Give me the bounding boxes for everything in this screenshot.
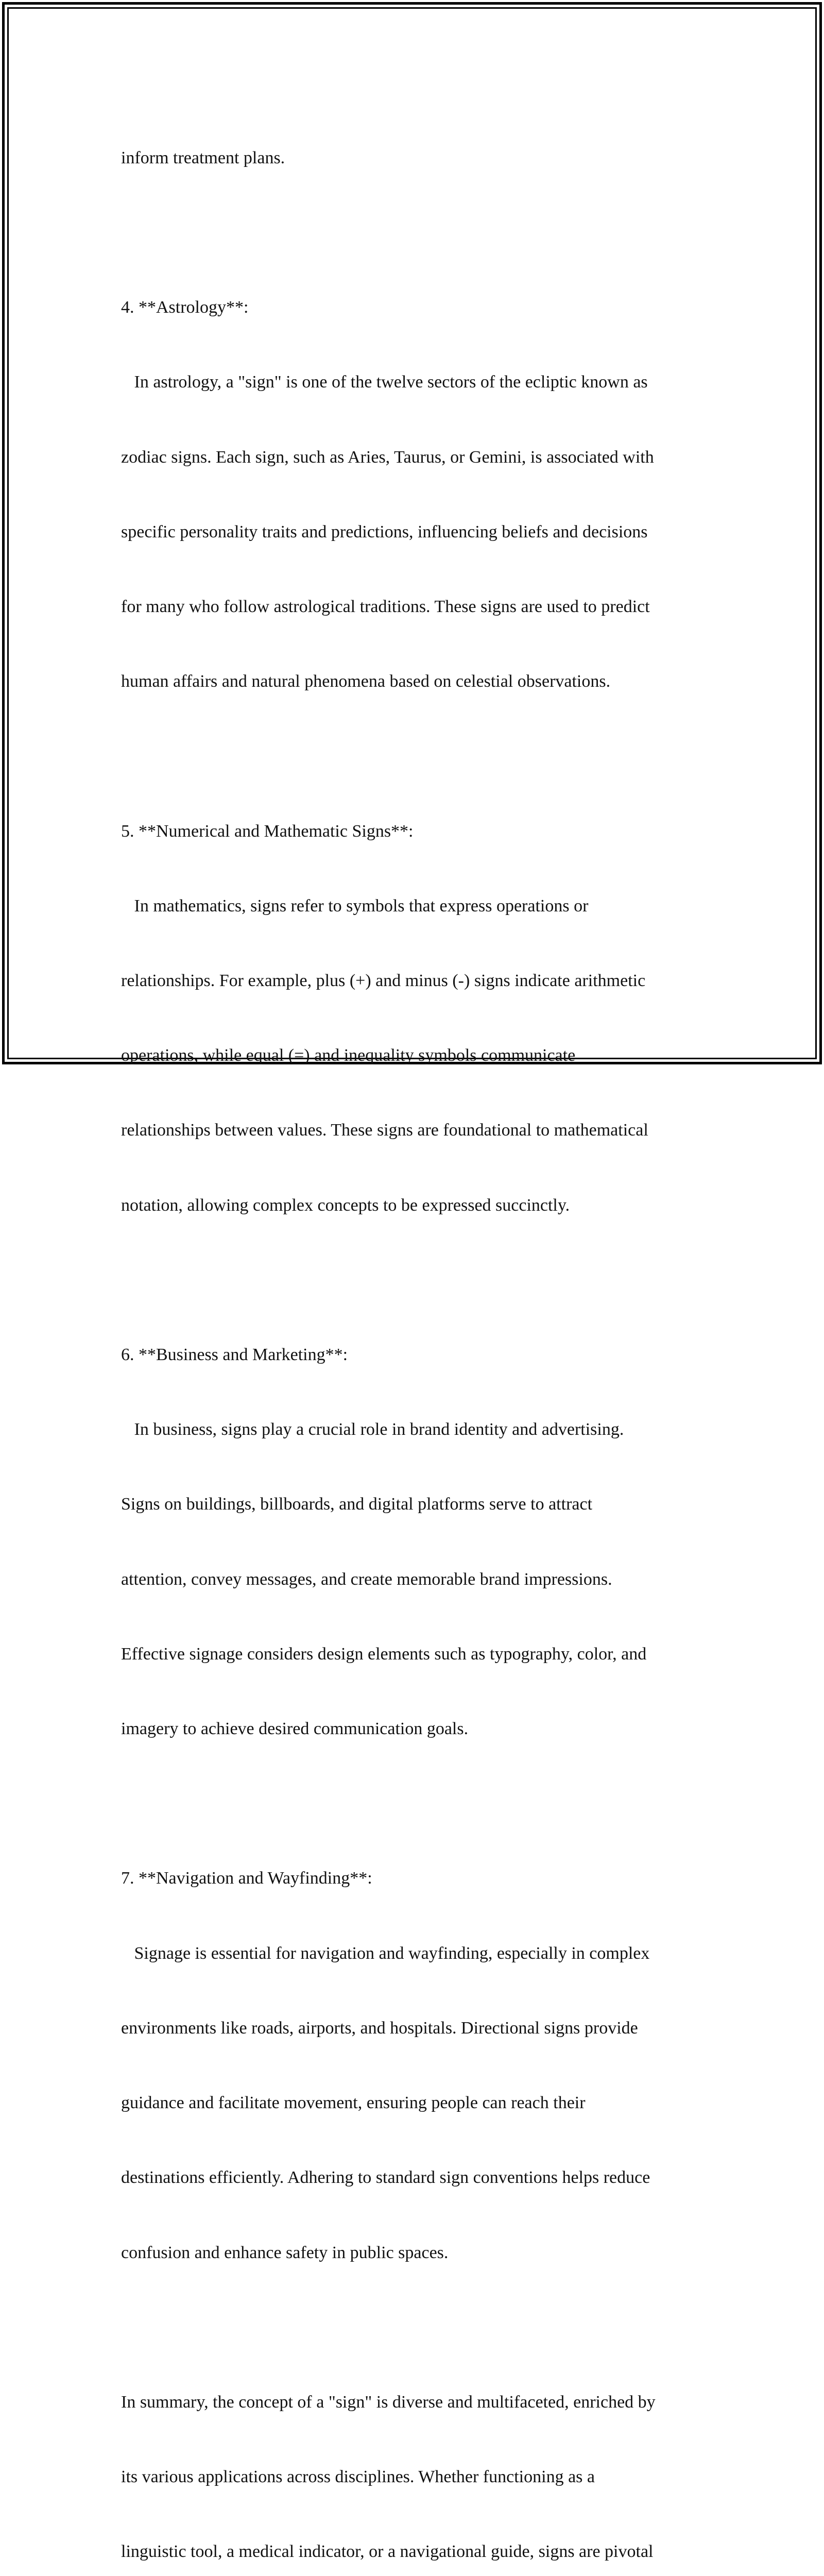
text-line: In astrology, a "sign" is one of the twelve sectors of the ecliptic known as (121, 372, 648, 392)
text-line: Signage is essential for navigation and wayfinding, especially in complex (121, 1943, 650, 1963)
section-heading-business: 6. **Business and Marketing**: (121, 1345, 348, 1365)
text-line: confusion and enhance safety in public spaces. (121, 2243, 449, 2262)
text-line: Effective signage considers design elements such as typography, color, and (121, 1644, 647, 1664)
section-heading-navigation: 7. **Navigation and Wayfinding**: (121, 1869, 372, 1888)
text-line: zodiac signs. Each sign, such as Aries, Taurus, or Gemini, is associated with (121, 447, 654, 467)
blank-line (121, 744, 729, 769)
text-line: In business, signs play a crucial role in brand identity and advertising. (121, 1420, 624, 1439)
document-body (121, 96, 729, 2576)
text-line: guidance and facilitate movement, ensuring people can reach their (121, 2093, 586, 2113)
text-line: relationships. For example, plus (+) and minus (-) signs indicate arithmetic (121, 971, 646, 991)
summary-line: its various applications across disciplines. Whether functioning as a (121, 2467, 595, 2487)
blank-line (121, 221, 729, 245)
text-line: In mathematics, signs refer to symbols that express operations or (121, 896, 589, 916)
section-heading-math: 5. **Numerical and Mathematic Signs**: (121, 821, 414, 841)
text-line: for many who follow astrological traditions. These signs are used to predict (121, 597, 650, 617)
text-line: specific personality traits and predictions, influencing beliefs and decisions (121, 522, 648, 541)
text-line: operations, while equal (=) and inequality symbols communicate (121, 1046, 576, 1065)
text-line: human affairs and natural phenomena based on celestial observations. (121, 672, 611, 691)
text-line: relationships between values. These signs are foundational to mathematical (121, 1121, 648, 1140)
text-line: imagery to achieve desired communication goals. (121, 1719, 469, 1739)
blank-line (121, 1268, 729, 1293)
text-line: Signs on buildings, billboards, and digital platforms serve to attract (121, 1495, 593, 1514)
summary-line: In summary, the concept of a "sign" is diverse and multifaceted, enriched by (121, 2392, 656, 2412)
text-line: notation, allowing complex concepts to be expressed succinctly. (121, 1195, 570, 1215)
text-line: attention, convey messages, and create memorable brand impressions. (121, 1569, 612, 1589)
text-line: environments like roads, airports, and hospitals. Directional signs provide (121, 2018, 638, 2038)
text-line: destinations efficiently. Adhering to standard sign conventions helps reduce (121, 2168, 650, 2188)
section-heading-astrology: 4. **Astrology**: (121, 298, 249, 317)
text-line: inform treatment plans. (121, 148, 285, 167)
blank-line (121, 1791, 729, 1816)
blank-line (121, 2315, 729, 2340)
summary-line: linguistic tool, a medical indicator, or a navigational guide, signs are pivotal (121, 2542, 654, 2562)
